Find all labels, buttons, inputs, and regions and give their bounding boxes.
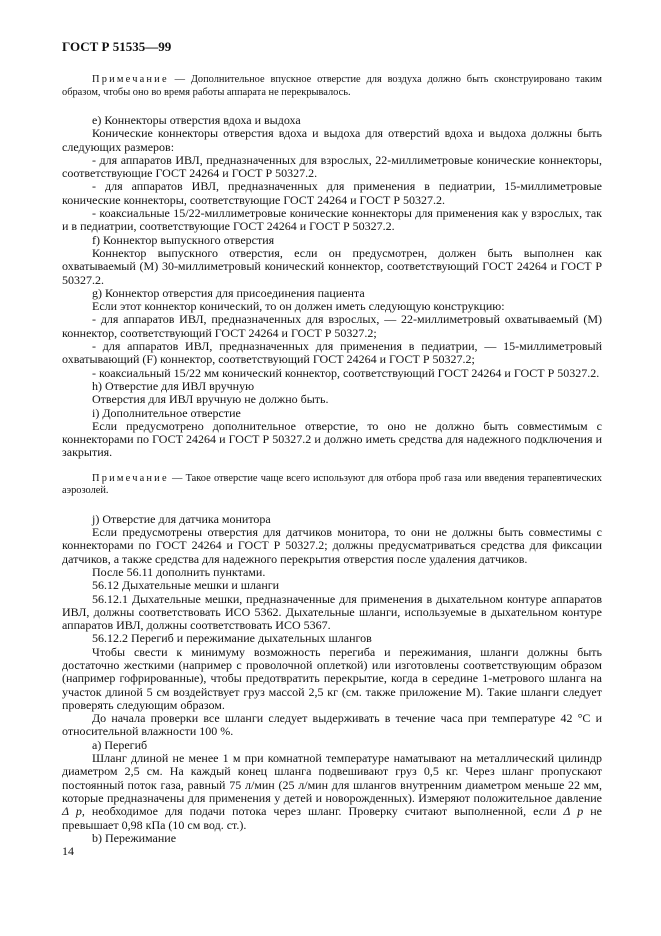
section-a-heading: а) Перегиб [92,737,148,752]
section-g-heading [62,287,602,300]
section-56-12-heading: 56.12 Дыхательные мешки и шланги [92,578,280,593]
section-a-text-part-3: не превышает 0,98 кПа (10 см вод. ст.). [62,804,602,832]
note-dash: — [168,472,186,484]
section-e-intro: Конические коннекторы отверстия вдоха и выдоха для отверстий вдоха и выдоха должны быть следующих размеров: [62,126,602,154]
section-h-text: Отверстия для ИВЛ вручную не должно быть. [92,392,329,407]
section-56-12-2-text: Чтобы свести к минимуму возможность перегиба и пережимания, шланги должны быть достаточно жесткими (например с проволочной оплеткой) или изготовлены соответствующим образом (например гофрированные), чтобы предотвратить перекрытие, когда в середине 1-метрового шланга на участок длиной 5 см воздействует груз массой 2,5 кг (см. также приложение М). Такие шланги следует проверять следующим образом. [62,644,602,712]
document-body [62,74,602,845]
page-number: 14 [62,844,74,858]
section-g-letter: g [92,285,98,300]
note-text: Такое отверстие чаще всего используют для отбора проб газа или введения терапевтических аэрозолей. [62,472,602,497]
section-j-heading: j) Отверстие для датчика монитора [92,511,271,526]
section-a-text-part-1: Шланг длиной не менее 1 м при комнатной температуре наматывают на металлический цилиндр диаметром 2,5 см. На каждый конец шланга подвешивают груз 0,5 кг. Через шланг пропускают постоянный поток газа, равный 75 л/мин (25 л/мин для шлангов внутренним диаметром меньше 22 мм, которые предназначены для применения у детей и новорожденных). Измеряют положительное давление [62,751,602,805]
section-f-heading: f) Коннектор выпускного отверстия [92,232,275,247]
section-j-text: Если предусмотрены отверстия для датчиков монитора, то они не должны быть совместимы с коннекторами по ГОСТ 24264 и ГОСТ Р 50327.2; должны предусматриваться средства для фиксации датчиков, а также средства для надежного перекрытия отверстия после удаления датчиков. [62,525,602,566]
note-1 [62,74,602,99]
section-i-heading: i) Дополнительное отверстие [92,405,241,420]
section-h-heading: h) Отверстие для ИВЛ вручную [92,378,255,393]
pretest-conditioning: До начала проверки все шланги следует выдерживать в течение часа при температуре 42 °С и относительной влажности 100 %. [62,711,602,739]
note-text: Дополнительное впускное отверстие для воздуха должно быть сконструировано таким образом, чтобы оно во время работы аппарата не перекрывалось. [62,74,602,98]
note-2 [62,473,602,498]
section-i-text: Если предусмотрено дополнительное отверстие, то оно не должно быть совместимым с коннекторами по ГОСТ 24264 и ГОСТ Р 50327.2 и должно иметь средства для надежного подключения и закрытия. [62,418,602,460]
section-g-item-3: - коаксиальный 15/22 мм конический коннектор, соответствующий ГОСТ 24264 и ГОСТ Р 50327.2. [92,365,600,380]
section-g-item-1: - для аппаратов ИВЛ, предназначенных для взрослых, — 22-миллиметровый охватываемый (М) коннектор, соответствующий ГОСТ 24264 и ГОСТ Р 50327.2; [62,312,602,340]
section-56-12-2-heading: 56.12.2 Перегиб и пережимание дыхательных шлангов [92,631,372,646]
delta-p-symbol: Δ р [62,804,82,819]
section-e-item-1: - для аппаратов ИВЛ, предназначенных для взрослых, 22-миллиметровые конические коннекторы, соответствующие ГОСТ 24264 и ГОСТ Р 50327.2. [62,152,602,181]
note-label: Примечание [92,472,169,484]
note-dash: — [168,74,191,85]
document-header: ГОСТ Р 51535—99 [62,39,172,54]
section-b-heading: b) Пережимание [92,830,177,845]
section-a-text-part-2: , необходимое для подачи потока через шланг. Проверку считают выполненной, если [81,804,564,819]
section-e-item-2: - для аппаратов ИВЛ, предназначенных для применения в педиатрии, 15-миллиметровые конические коннекторы, соответствующие ГОСТ 24264 и ГОСТ Р 50327.2. [62,179,602,207]
section-f-text: Коннектор выпускного отверстия, если он предусмотрен, должен быть выполнен как охватываемый (М) 30-миллиметровый конический коннектор, соответствующий ГОСТ 24264 и ГОСТ Р 50327.2. [62,245,602,287]
amendment-line: После 56.11 дополнить пунктами. [92,564,266,579]
section-a-text [62,752,602,832]
section-e-heading: e) Коннекторы отверстия вдоха и выдоха [92,113,301,127]
note-label: Примечание [92,74,169,85]
section-56-12-1-text: 56.12.1 Дыхательные мешки, предназначенные для применения в дыхательном контуре аппаратов ИВЛ, должны соответствовать ИСО 5362. Дыхательные шланги, используемые в дыхательном контуре аппаратов ИВЛ, должны соответствовать ИСО 5367. [62,591,602,633]
section-g-intro: Если этот коннектор конический, то он должен иметь следующую конструкцию: [92,299,505,314]
delta-p-symbol: Δ р [563,804,584,819]
section-g-title: ) Коннектор отверстия для присоединения пациента [98,285,365,300]
section-g-item-2: - для аппаратов ИВЛ, предназначенных для применения в педиатрии, — 15-миллиметровый охватывающий (F) коннектор, соответствующий ГОСТ 24264 и ГОСТ Р 50327.2; [62,339,602,367]
section-e-item-3: - коаксиальные 15/22-миллиметровые конические коннекторы для применения как у взрослых, так и в педиатрии, соответствующие ГОСТ 24264 и ГОСТ Р 50327.2. [62,206,602,234]
